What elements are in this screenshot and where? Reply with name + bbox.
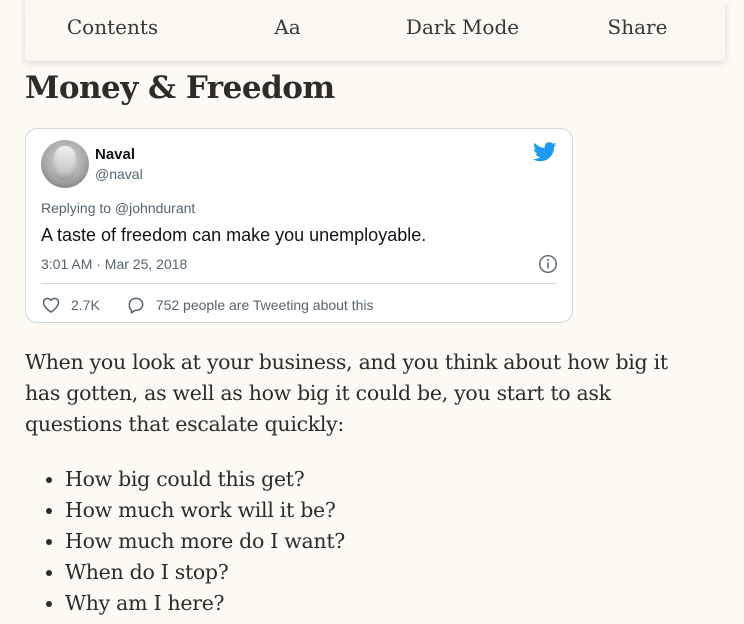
info-icon[interactable] bbox=[538, 254, 558, 274]
tweet-timestamp[interactable]: 3:01 AM · Mar 25, 2018 bbox=[41, 256, 188, 272]
like-count: 2.7K bbox=[71, 297, 100, 313]
reply-context[interactable]: Replying to @johndurant bbox=[41, 200, 196, 216]
heart-icon bbox=[41, 295, 61, 315]
font-settings-button[interactable]: Aa bbox=[274, 15, 301, 39]
body-paragraph: When you look at your business, and you think about how big it has gotten, as well as how big it could be, you start to ask questions that escalate quickly: bbox=[25, 350, 668, 436]
avatar[interactable] bbox=[41, 140, 89, 188]
tweet-author-name[interactable]: Naval bbox=[95, 146, 136, 163]
list-item: • How much more do I want? bbox=[65, 526, 345, 557]
tweet-divider bbox=[41, 283, 557, 284]
page-title: Money & Freedom bbox=[25, 70, 335, 106]
conversation-button[interactable] bbox=[126, 295, 374, 315]
reader-toolbar bbox=[25, 0, 725, 61]
speech-bubble-icon bbox=[126, 295, 146, 315]
question-list bbox=[25, 464, 345, 619]
list-item: • Why am I here? bbox=[65, 588, 345, 619]
embedded-tweet[interactable] bbox=[25, 128, 573, 323]
list-item: • When do I stop? bbox=[65, 557, 345, 588]
list-item: • How much work will it be? bbox=[65, 495, 345, 526]
tweet-author-handle[interactable]: @naval bbox=[95, 166, 143, 182]
share-button[interactable]: Share bbox=[607, 15, 668, 39]
tweet-actions bbox=[41, 295, 374, 315]
dark-mode-button[interactable]: Dark Mode bbox=[405, 15, 520, 39]
like-button[interactable] bbox=[41, 295, 100, 315]
twitter-bird-icon[interactable] bbox=[533, 142, 557, 162]
avatar-face bbox=[53, 146, 77, 180]
tweet-text: A taste of freedom can make you unemployable. bbox=[41, 225, 427, 245]
contents-button[interactable]: Contents bbox=[66, 15, 159, 39]
conversation-count: 752 people are Tweeting about this bbox=[155, 297, 374, 313]
list-item: • How big could this get? bbox=[65, 464, 345, 495]
